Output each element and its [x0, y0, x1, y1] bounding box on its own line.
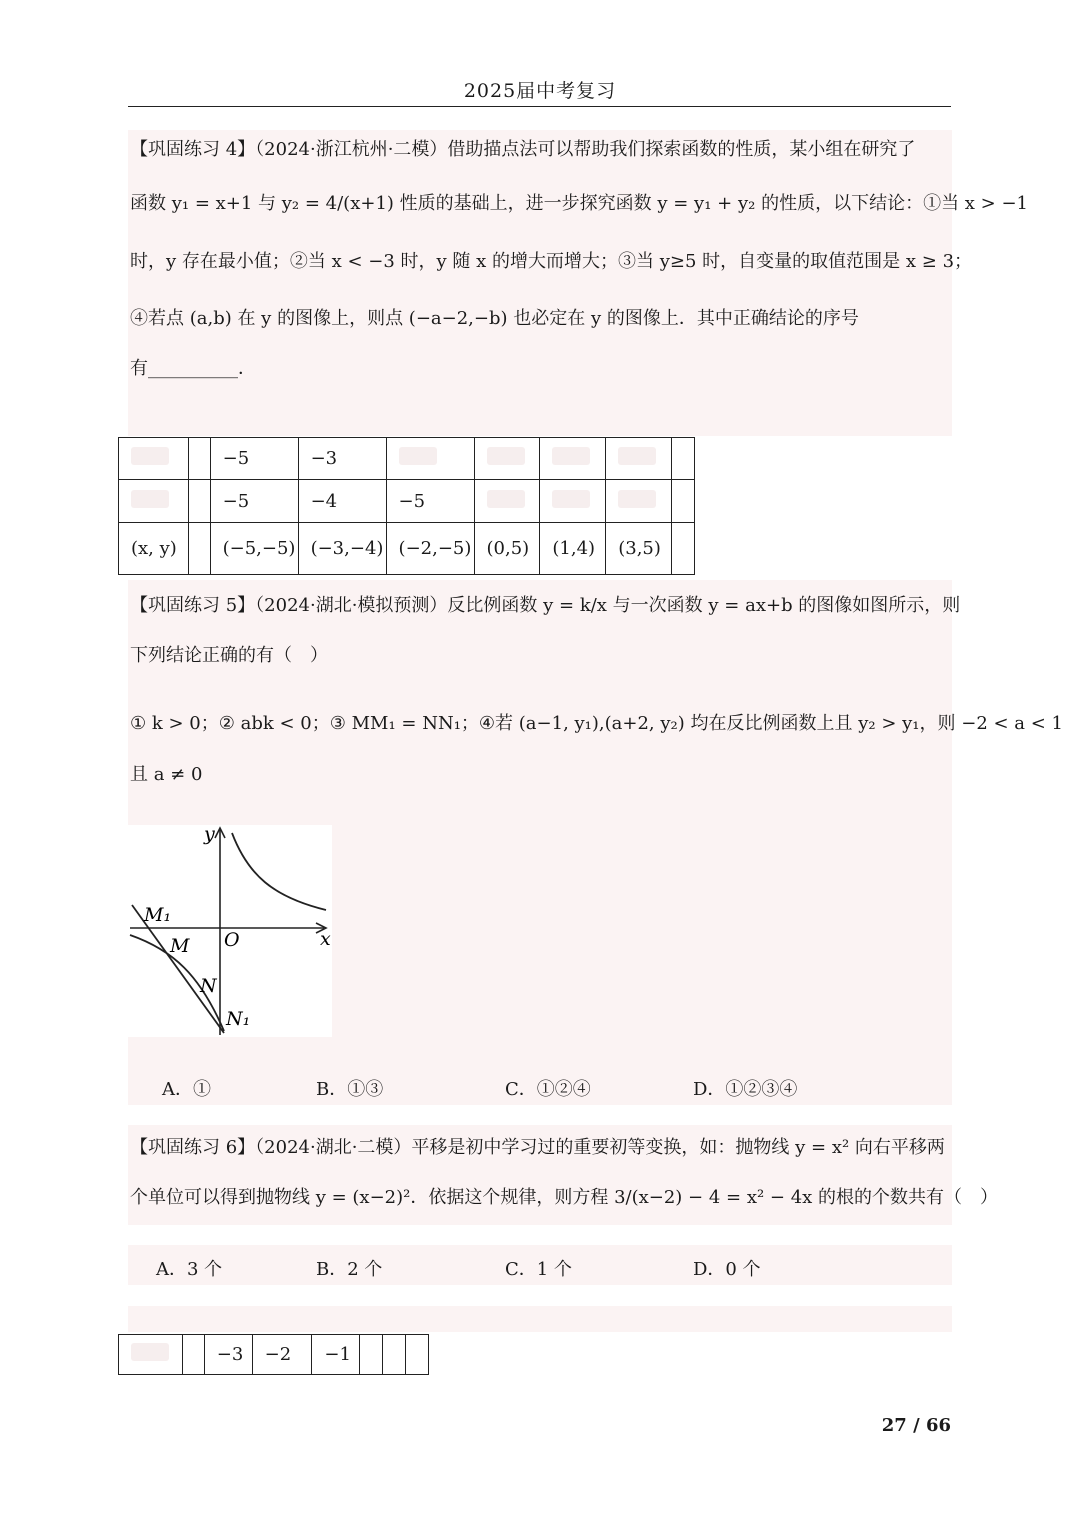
q5-option-c: C．①②④	[505, 1079, 591, 1100]
q5-line-4: 且 a ≠ 0	[130, 764, 203, 785]
table1-cell: (x, y)	[119, 523, 189, 575]
table1-cell	[672, 438, 695, 480]
q5-line-1: 【巩固练习 5】（2024·湖北·模拟预测）反比例函数 y = k/x 与一次函数 y = ax+b 的图像如图所示，则	[130, 595, 961, 616]
table1-cell	[474, 480, 540, 523]
table1-row-3	[119, 523, 695, 575]
table1-cell: −4	[298, 480, 386, 523]
q4-line-3: 时，y 存在最小值；②当 x < −3 时，y 随 x 的增大而增大；③当 y≥5 时，自变量的取值范围是 x ≥ 3；	[130, 251, 973, 272]
table1-cell	[119, 438, 189, 480]
page-number: 27 / 66	[881, 1415, 951, 1436]
q6-option-c: C．1 个	[505, 1259, 572, 1280]
q4-line-2: 函数 y₁ = x+1 与 y₂ = 4/(x+1) 性质的基础上，进一步探究函数 y = y₁ + y₂ 的性质，以下结论：①当 x > −1	[130, 193, 1029, 214]
table1-cell: (3,5)	[606, 523, 672, 575]
q4-block	[128, 130, 952, 436]
q6-option-d: D．0 个	[693, 1259, 761, 1280]
table1-row-2	[119, 480, 695, 523]
table2-cell: −3	[204, 1335, 252, 1375]
q5-option-b: B．①③	[316, 1079, 384, 1100]
q5-option-d: D．①②③④	[693, 1079, 798, 1100]
graph-label-n: N	[200, 975, 217, 997]
table1-cell	[606, 438, 672, 480]
table1-cell	[188, 480, 210, 523]
table1-cell	[540, 480, 606, 523]
q5-line-2: 下列结论正确的有（ ）	[130, 645, 328, 666]
q4-line-1: 【巩固练习 4】（2024·浙江杭州·二模）借助描点法可以帮助我们探索函数的性质，某小组在研究了	[130, 139, 916, 160]
table1-cell	[672, 523, 695, 575]
table1-cell	[386, 438, 474, 480]
table1-cell: −5	[386, 480, 474, 523]
q6-extra-block	[128, 1306, 952, 1332]
q5-line-3: ① k > 0；② abk < 0；③ MM₁ = NN₁；④若 (a−1, y₁),(a+2, y₂) 均在反比例函数上且 y₂ > y₁，则 −2 < a < 1	[130, 713, 1064, 734]
table1-cell	[188, 438, 210, 480]
table1-row-1	[119, 438, 695, 480]
header-rule	[128, 106, 951, 107]
q4-line-4: ④若点 (a,b) 在 y 的图像上，则点 (−a−2,−b) 也必定在 y 的图像上．其中正确结论的序号	[130, 308, 859, 329]
function-graph	[128, 825, 332, 1037]
table1-cell	[119, 480, 189, 523]
page-header-title: 2025届中考复习	[463, 80, 617, 102]
graph-label-origin: O	[224, 929, 240, 951]
q6-option-b: B．2 个	[316, 1259, 383, 1280]
table2-cell: −2	[252, 1335, 312, 1375]
table1-cell	[672, 480, 695, 523]
q5-option-a: A．①	[162, 1079, 211, 1100]
table1-cell: −5	[210, 480, 298, 523]
graph-label-x: x	[320, 928, 331, 950]
q4-line-5: 有__________．	[130, 358, 256, 379]
table1-cell: (0,5)	[474, 523, 540, 575]
q6-line-1: 【巩固练习 6】（2024·湖北·二模）平移是初中学习过的重要初等变换，如：抛物线 y = x² 向右平移两	[130, 1137, 945, 1158]
graph-label-n1: N₁	[226, 1008, 251, 1030]
table2-cell: −1	[312, 1335, 360, 1375]
graph-label-y: y	[204, 825, 215, 845]
table2-cell	[383, 1335, 406, 1375]
table1-cell	[540, 438, 606, 480]
table2-cell	[119, 1335, 183, 1375]
table2-row-1	[119, 1335, 429, 1375]
table1-cell: (−5,−5)	[210, 523, 298, 575]
graph-label-m1: M₁	[144, 904, 172, 926]
q6-option-a: A．3 个	[156, 1259, 223, 1280]
table1-cell	[606, 480, 672, 523]
graph-label-m: M	[170, 935, 190, 957]
table2-cell	[360, 1335, 383, 1375]
table1-cell: −3	[298, 438, 386, 480]
table1-cell: (1,4)	[540, 523, 606, 575]
value-table-1	[118, 437, 695, 575]
table2-cell	[182, 1335, 204, 1375]
table1-cell: (−2,−5)	[386, 523, 474, 575]
table2-cell	[406, 1335, 429, 1375]
table1-cell	[188, 523, 210, 575]
table1-cell	[474, 438, 540, 480]
table1-cell: (−3,−4)	[298, 523, 386, 575]
q6-line-2: 个单位可以得到抛物线 y = (x−2)²．依据这个规律，则方程 3/(x−2) − 4 = x² − 4x 的根的个数共有（ ）	[130, 1187, 999, 1208]
table1-cell: −5	[210, 438, 298, 480]
value-table-2	[118, 1334, 429, 1375]
